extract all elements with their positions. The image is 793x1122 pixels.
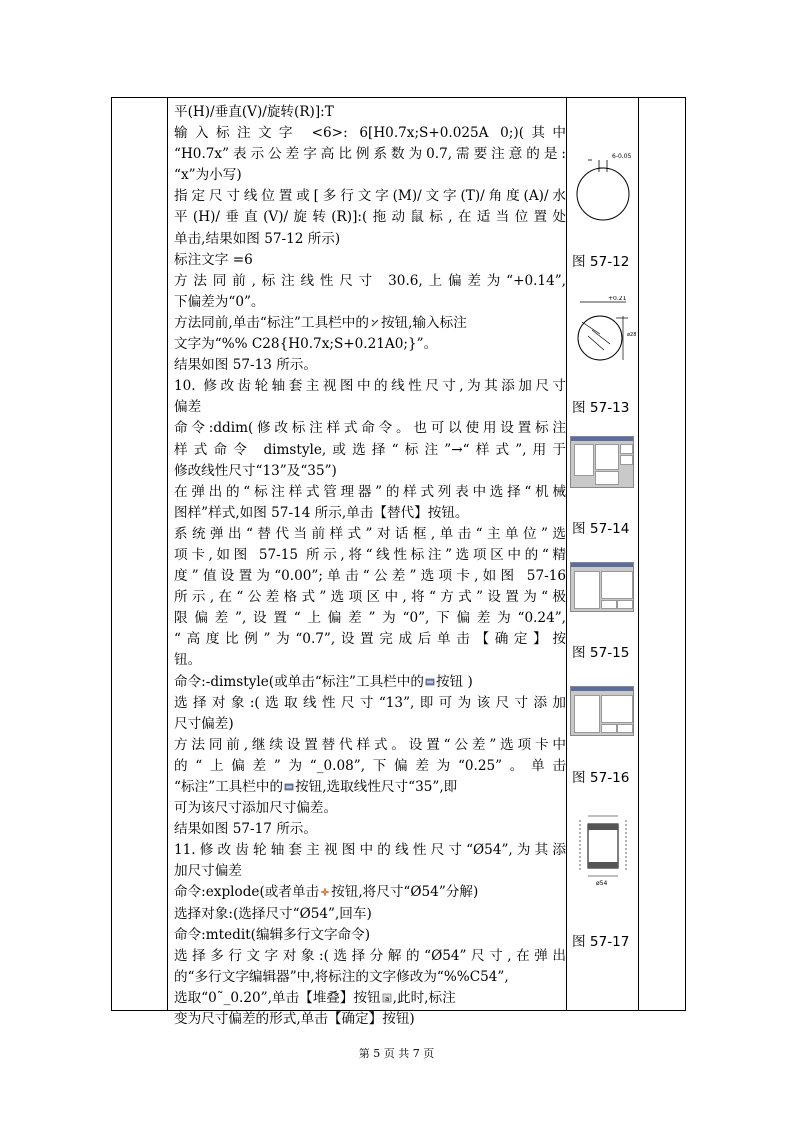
dimstyle-icon: [284, 782, 294, 792]
dialog-button: [617, 600, 633, 609]
svg-text:a: a: [384, 994, 389, 1003]
text-line: 图样”样式,如图 57-14 所示,单击【替代】按钮。: [174, 504, 469, 521]
text-line: 偏差: [174, 399, 202, 416]
dialog-button: [620, 444, 633, 454]
text-line: 10. 修改齿轮轴套主视图中的线性尺寸,为其添加尺寸: [174, 378, 566, 395]
text-line: 指定尺寸线位置或[多行文字(M)/文字(T)/角度(A)/水: [174, 188, 566, 205]
text-line: 度”值设置为“0.00”;单击“公差”选项卡,如图 57-16: [174, 568, 566, 585]
text-line: [174, 882, 566, 903]
text-line: 11.修改齿轮轴套主视图中的线性尺寸“Ø54”,为其添: [174, 842, 566, 859]
text-segment: 按钮,输入标注: [380, 314, 467, 331]
text-line: 标注文字 =6: [174, 251, 253, 268]
figure-57-15-dialog-thumbnail: [570, 562, 634, 612]
text-line: 所示,在“公差格式”选项区中,将“方式”设置为“极: [174, 589, 566, 606]
figure-57-12-drawing: [570, 146, 636, 226]
fig2-dimension: +0.21: [608, 296, 627, 302]
text-line: [174, 313, 566, 334]
text-segment: 按钮 ): [435, 673, 473, 690]
text-segment: 按钮,将尺寸“Ø54”分解): [331, 884, 479, 901]
page-footer: 第 5 页 共 7 页: [358, 1047, 435, 1060]
text-line: 在弹出的“标注样式管理器”的样式列表中选择“机械: [174, 483, 566, 500]
figure-57-14-dialog-thumbnail: [570, 436, 634, 488]
fig2-dimension: ø28: [627, 332, 636, 338]
text-line: 的“上偏差”为“_0.08”,下偏差为“0.25”。单击: [174, 757, 566, 774]
dialog-titlebar: [571, 437, 633, 441]
text-line: 尺寸偏差): [174, 715, 234, 732]
text-line: 结果如图 57-17 所示。: [174, 821, 317, 838]
text-line: “H0.7x”表示公差字高比例系数为0.7,需要注意的是:: [174, 146, 566, 163]
dialog-options: [574, 571, 600, 609]
dialog-preview: [601, 571, 633, 599]
text-line: 项卡,如图 57-15 所示,将“线性标注”选项区中的“精: [174, 546, 566, 563]
fig6-dimension: ø54: [596, 880, 608, 887]
stack-icon: [382, 993, 392, 1003]
text-line: 钮。: [174, 652, 202, 669]
text-line: 方法同前,标注线性尺寸 30.6,上偏差为“+0.14”,: [174, 272, 566, 289]
tolerance-icon: [370, 318, 380, 328]
text-segment: 命令:explode(或者单击: [174, 884, 320, 901]
text-line: [174, 672, 566, 693]
figure-label: 图 57-15: [572, 645, 630, 661]
text-line: 平(H)/垂直(V)/旋转(R)]:(拖动鼠标,在适当位置处: [174, 209, 566, 226]
text-segment: 命令:-dimstyle(或单击“标注”工具栏中的: [174, 673, 424, 690]
figure-label: 图 57-17: [572, 934, 630, 950]
text-segment: 方法同前,单击“标注”工具栏中的: [174, 314, 369, 331]
text-line: 输入标注文字 <6>: 6[H0.7x;S+0.025A 0;)(其中: [174, 125, 566, 142]
text-line: 限偏差”,设置“上偏差”为“0”,下偏差为“0.24”,: [174, 610, 566, 627]
text-segment: 按钮,选取线性尺寸“35”,即: [295, 779, 458, 795]
figure-label: 图 57-14: [572, 521, 630, 537]
text-line: 命令:mtedit(编辑多行文字命令): [174, 926, 371, 943]
figure-57-16-dialog-thumbnail: [570, 686, 634, 736]
text-line: 可为该尺寸添加尺寸偏差。: [174, 800, 338, 817]
dialog-description: [595, 471, 619, 485]
dialog-button: [617, 724, 633, 733]
text-line: 单击,结果如图 57-12 所示): [174, 230, 341, 247]
text-line: 变为尺寸偏差的形式,单击【确定】按钮): [174, 1011, 415, 1028]
dialog-preview: [595, 444, 619, 470]
text-line: 加尺寸偏差: [174, 863, 242, 880]
instruction-text: [174, 102, 566, 1030]
explode-icon: [320, 887, 330, 897]
text-segment: “标注”工具栏中的: [174, 779, 284, 795]
table-divider: [167, 98, 168, 1010]
dimstyle-icon: [425, 677, 435, 687]
text-line: 下偏差为“0”。: [174, 293, 265, 310]
dialog-titlebar: [571, 563, 633, 567]
dialog-preview: [601, 695, 633, 723]
figure-label: 图 57-13: [572, 400, 630, 416]
figure-57-13-drawing: [570, 296, 636, 366]
text-line: 平(H)/垂直(V)/旋转(R)]:T: [174, 104, 334, 120]
dialog-button: [601, 600, 617, 609]
text-line: 的“多行文字编辑器”中,将标注的文字修改为“%%C54”,: [174, 968, 509, 985]
dialog-options: [574, 695, 600, 733]
text-line: 命令:ddim(修改标注样式命令。也可以使用设置标注: [174, 420, 566, 437]
figure-label: 图 57-16: [572, 770, 630, 786]
figure-label: 图 57-12: [572, 254, 630, 270]
table-divider: [638, 98, 639, 1010]
text-line: 选择多行文字对象:(选择分解的“Ø54”尺寸,在弹出: [174, 947, 566, 964]
figure-column: [567, 98, 638, 1010]
dialog-list: [574, 444, 594, 476]
dialog-titlebar: [571, 687, 633, 691]
content-table: [111, 97, 686, 1028]
text-line: 文字为“%% C28{H0.7x;S+0.21A0;}”。: [174, 336, 438, 353]
text-segment: ,此时,标注: [392, 989, 456, 1006]
dialog-button: [620, 455, 633, 465]
text-line: 修改线性尺寸“13”及“35”): [174, 462, 337, 479]
text-line: [174, 988, 566, 1009]
figure-57-17-drawing: [570, 806, 636, 888]
text-segment: 选取“0˜_0.20”,单击【堆叠】按钮: [174, 989, 381, 1006]
text-line: 样式命令 dimstyle,或选择“标注”→“样式”,用于: [174, 441, 566, 458]
text-line: [174, 777, 566, 798]
text-line: 选择对象:(选取线性尺寸“13”,即可为该尺寸添加: [174, 694, 566, 711]
text-line: 选择对象:(选择尺寸“Ø54”,回车): [174, 905, 372, 922]
text-line: 结果如图 57-13 所示。: [174, 357, 317, 374]
dialog-button: [601, 724, 617, 733]
text-line: “高度比例”为“0.7”,设置完成后单击【确定】按: [174, 631, 566, 648]
text-line: “x”为小写): [174, 167, 242, 184]
text-line: 系统弹出“替代当前样式”对话框,单击“主单位”选: [174, 525, 566, 542]
text-line: 方法同前,继续设置替代样式。设置“公差”选项卡中: [174, 736, 566, 753]
fig1-dimension: 6-0.05: [612, 153, 632, 160]
